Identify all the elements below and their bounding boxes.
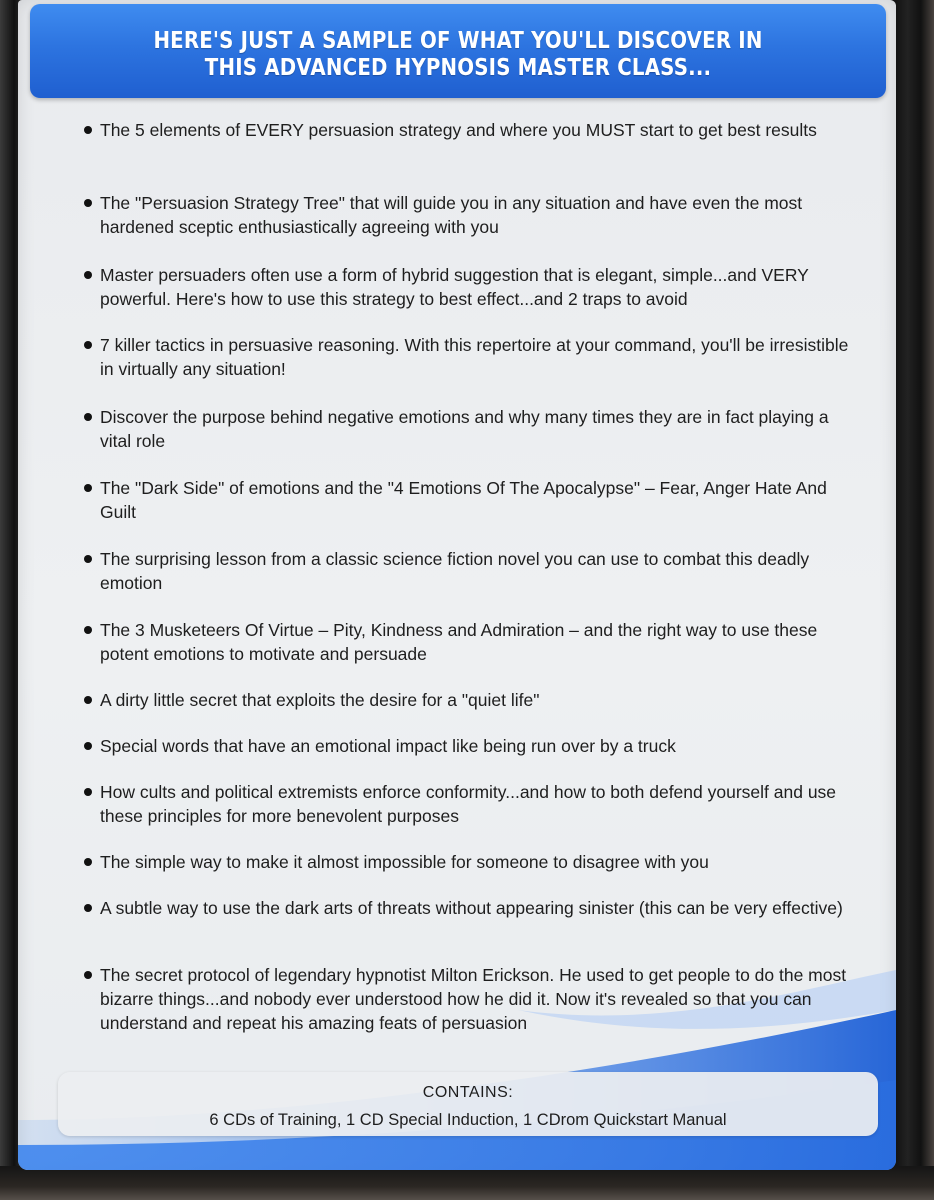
bullet-icon: [84, 199, 92, 207]
bullet-text: 7 killer tactics in persuasive reasoning. With this repertoire at your command, you'll be irresistible in virtually any situation!: [100, 335, 849, 379]
list-item: [82, 618, 862, 666]
bullet-text: The surprising lesson from a classic science fiction novel you can use to combat this deadly emotion: [100, 549, 810, 593]
bullet-icon: [84, 858, 92, 866]
list-item: [82, 118, 862, 142]
header-title-line-2: THIS ADVANCED HYPNOSIS MASTER CLASS...: [204, 55, 712, 81]
list-item: [82, 780, 862, 828]
bullet-text: A dirty little secret that exploits the desire for a "quiet life": [100, 690, 540, 710]
case-right-edge: [890, 0, 934, 1200]
list-item: [82, 688, 862, 712]
case-left-edge: [0, 0, 20, 1200]
bullet-text: The secret protocol of legendary hypnotist Milton Erickson. He used to get people to do the most bizarre things...and nobody ever understood how he did it. Now it's revealed so that you can understand and repeat his amazing feats of persuasion: [100, 965, 847, 1033]
bullet-icon: [84, 904, 92, 912]
bullet-icon: [84, 341, 92, 349]
list-item: [82, 191, 862, 239]
bullet-icon: [84, 126, 92, 134]
back-cover-card: [18, 0, 896, 1170]
list-item: [82, 263, 862, 311]
list-item: [82, 405, 862, 453]
bullet-icon: [84, 413, 92, 421]
bullet-icon: [84, 788, 92, 796]
bullet-icon: [84, 271, 92, 279]
bullet-text: The 3 Musketeers Of Virtue – Pity, Kindness and Admiration – and the right way to use these potent emotions to motivate and persuade: [100, 620, 818, 664]
bullet-text: The 5 elements of EVERY persuasion strategy and where you MUST start to get best results: [100, 120, 817, 140]
bullet-text: The "Dark Side" of emotions and the "4 Emotions Of The Apocalypse" – Fear, Anger Hate And Guilt: [100, 478, 827, 522]
list-item: [82, 850, 862, 874]
contains-title: CONTAINS:: [422, 1084, 514, 1101]
bullet-text: Special words that have an emotional impact like being run over by a truck: [100, 736, 676, 756]
bullet-icon: [84, 626, 92, 634]
case-bottom-edge: [0, 1166, 934, 1200]
list-item: [82, 734, 862, 758]
bullet-text: A subtle way to use the dark arts of threats without appearing sinister (this can be very effective): [100, 898, 843, 918]
contains-box: [58, 1072, 878, 1136]
bullet-text: How cults and political extremists enforce conformity...and how to both defend yourself and use these principles for more benevolent purposes: [100, 782, 837, 826]
contains-text: 6 CDs of Training, 1 CD Special Induction, 1 CDrom Quickstart Manual: [209, 1111, 727, 1129]
bullet-text: The simple way to make it almost impossible for someone to disagree with you: [100, 852, 709, 872]
header-title-line-1: HERE'S JUST A SAMPLE OF WHAT YOU'LL DISCOVER IN: [153, 28, 763, 54]
bullet-icon: [84, 971, 92, 979]
list-item: [82, 476, 862, 524]
list-item: [82, 333, 862, 381]
list-item: [82, 963, 862, 1035]
bullet-text: Discover the purpose behind negative emotions and why many times they are in fact playing a vital role: [100, 407, 829, 451]
bullet-icon: [84, 742, 92, 750]
bullet-text: Master persuaders often use a form of hybrid suggestion that is elegant, simple...and VERY powerful. Here's how to use this strategy to best effect...and 2 traps to avoid: [100, 265, 809, 309]
bullet-icon: [84, 696, 92, 704]
list-item: [82, 547, 862, 595]
bullet-text: The "Persuasion Strategy Tree" that will guide you in any situation and have even the most hardened sceptic enthusiastically agreeing with you: [100, 193, 803, 237]
list-item: [82, 896, 862, 920]
header-banner: [30, 4, 886, 98]
bullet-icon: [84, 484, 92, 492]
bullet-icon: [84, 555, 92, 563]
